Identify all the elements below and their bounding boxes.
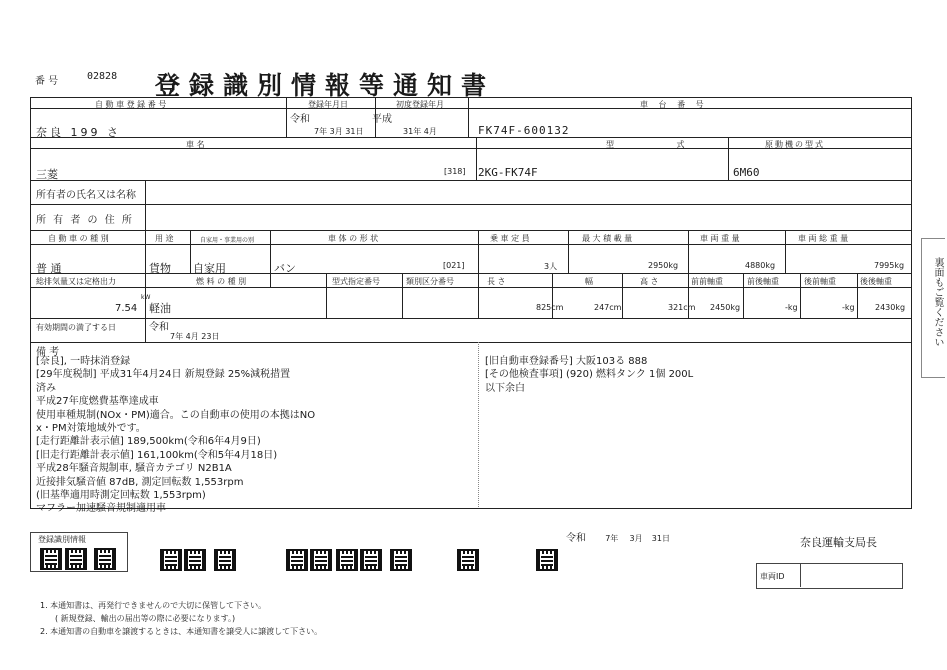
width-value: 247cm [594, 303, 622, 312]
remarks-left [36, 355, 315, 516]
remark-line: 済み [36, 382, 56, 394]
body-value: バン [274, 262, 296, 275]
qr-code-icon [360, 549, 382, 571]
weight-label: 車 両 重 量 [700, 234, 740, 243]
remark-line: マフラー加速騒音規制適用車 [36, 503, 166, 515]
reg-no-value: 奈良 199 さ [36, 126, 121, 139]
ff-label: 前前軸重 [691, 277, 723, 286]
qr-code-icon [336, 549, 358, 571]
model-code: [318] [444, 167, 466, 176]
fr-label: 前後軸重 [747, 277, 779, 286]
remark-line: 使用車種規制(NOx・PM)適合。この自動車の使用の本拠はNO [36, 409, 316, 421]
use-value: 貨物 [149, 262, 171, 275]
number-value: 02828 [87, 71, 118, 82]
remark-line: [奈良], 一時抹消登録 [36, 356, 131, 367]
private-label: 自家用・事業用の別 [200, 237, 255, 244]
capacity-value: 3人 [544, 262, 558, 271]
vehicle-id-label: 車両ID [760, 572, 785, 581]
ff-value: 2450kg [710, 303, 741, 312]
private-value: 自家用 [193, 262, 226, 275]
qr-code-icon [94, 548, 116, 570]
remarks-right [485, 355, 693, 395]
remark-line: (旧基準適用時測定回転数 1,553rpm) [36, 490, 206, 502]
note-1: 1. 本通知書は、再発行できませんので大切に保管して下さい。 [40, 601, 267, 610]
first-reg-value: 31年 4月 [403, 127, 437, 136]
qr-code-icon [286, 549, 308, 571]
qr-code-icon [160, 549, 182, 571]
owner-name-label: 所有者の氏名又は名称 [36, 190, 136, 201]
engine-label: 原動機の型式 [765, 140, 825, 149]
issue-date: 令和 7年 3月 31日 [566, 533, 670, 544]
owner-address-label: 所 有 者 の 住 所 [36, 215, 134, 226]
reg-date-label: 登録年月日 [308, 100, 348, 109]
max-load-label: 最 大 積 載 量 [582, 234, 633, 243]
remark-line: [旧走行距離計表示値] 161,100km(令和5年4月18日) [36, 449, 278, 461]
remark-line: [走行距離計表示値] 189,500km(令和6年4月9日) [36, 436, 261, 448]
qr-code-icon [536, 549, 558, 571]
displacement-unit: kW [141, 294, 151, 301]
number-label: 番 号 [35, 76, 59, 87]
weight-value: 4880kg [745, 261, 776, 270]
fr-value: -kg [785, 303, 798, 312]
remark-line: 平成27年度燃費基準達成車 [36, 396, 159, 408]
length-label: 長 さ [487, 277, 506, 286]
expiry-era: 令和 [149, 322, 169, 333]
chassis-value: FK74F-600132 [478, 124, 570, 137]
first-reg-label: 初度登録年月 [396, 100, 444, 109]
engine-value: 6M60 [733, 166, 760, 179]
reg-era: 令和 [290, 114, 310, 125]
remark-line: x・PM対策地域外です。 [36, 423, 146, 435]
remark-line: [その他検査事項] (920) 燃料タンク 1個 200L [485, 369, 694, 381]
chassis-label: 車 台 番 号 [640, 100, 708, 109]
body-code: [021] [443, 261, 465, 270]
issuer-name: 奈良運輸支局長 [800, 536, 877, 549]
width-label: 幅 [585, 277, 593, 286]
make-value: 三菱 [36, 168, 58, 181]
expiry-label: 有効期間の満了する日 [36, 323, 116, 332]
remark-line: 平成28年騒音規制車, 騒音カテゴリ N2B1A [36, 463, 232, 475]
first-era: 平成 [372, 114, 392, 125]
body-label: 車 体 の 形 状 [328, 234, 379, 243]
make-label: 車 名 [186, 140, 205, 149]
expiry-value: 7年 4月 23日 [170, 332, 220, 341]
class-label: 類別区分番号 [406, 277, 454, 286]
rf-value: -kg [842, 303, 855, 312]
model-label: 型 式 [606, 140, 715, 149]
qr-code-icon [214, 549, 236, 571]
max-load-value: 2950kg [648, 261, 679, 270]
fuel-label: 燃 料 の 種 別 [196, 277, 247, 286]
rr-value: 2430kg [875, 303, 906, 312]
rr-label: 後後軸重 [860, 277, 892, 286]
qr-code-icon [40, 548, 62, 570]
remark-line: [旧自動車登録番号] 大阪103る 888 [485, 356, 648, 367]
height-value: 321cm [668, 303, 696, 312]
reg-date-value: 7年 3月 31日 [314, 127, 364, 136]
gross-value: 7995kg [874, 261, 905, 270]
qr-code-icon [310, 549, 332, 571]
remark-line: 近接排気騒音値 87dB, 測定回転数 1,553rpm [36, 476, 244, 488]
height-label: 高 さ [640, 277, 659, 286]
qr-code-icon [390, 549, 412, 571]
remark-line: 以下余白 [485, 382, 525, 394]
reg-no-label: 自 動 車 登 録 番 号 [95, 100, 167, 109]
page-title: 登録識別情報等通知書 [155, 71, 496, 100]
note-1b: ( 新規登録、輸出の届出等の際に必要になります。) [55, 614, 236, 623]
code-label: 登録識別情報 [38, 535, 86, 544]
qr-code-icon [65, 548, 87, 570]
use-label: 用 途 [155, 234, 174, 243]
remark-line: [29年度税制] 平成31年4月24日 新規登録 25%減税措置 [36, 369, 291, 381]
fuel-value: 軽油 [149, 302, 171, 315]
qr-code-icon [184, 549, 206, 571]
gross-label: 車 両 総 重 量 [798, 234, 849, 243]
capacity-label: 乗 車 定 員 [490, 234, 530, 243]
model-value: 2KG-FK74F [478, 166, 538, 179]
note-2: 2. 本通知書の自動車を譲渡するときは、本通知書を譲受人に譲渡して下さい。 [40, 627, 323, 636]
qr-code-icon [457, 549, 479, 571]
displacement-label: 総排気量又は定格出力 [36, 277, 116, 286]
remarks-label: 備 考 [36, 347, 60, 358]
length-value: 825cm [536, 303, 564, 312]
kind-value: 普 通 [36, 262, 62, 275]
side-tab-notice: 裏面もご覧ください [921, 238, 945, 378]
type-cert-label: 型式指定番号 [332, 277, 380, 286]
displacement-value: 7.54 [115, 303, 138, 314]
kind-label: 自 動 車 の 種 別 [48, 234, 109, 243]
rf-label: 後前軸重 [804, 277, 836, 286]
